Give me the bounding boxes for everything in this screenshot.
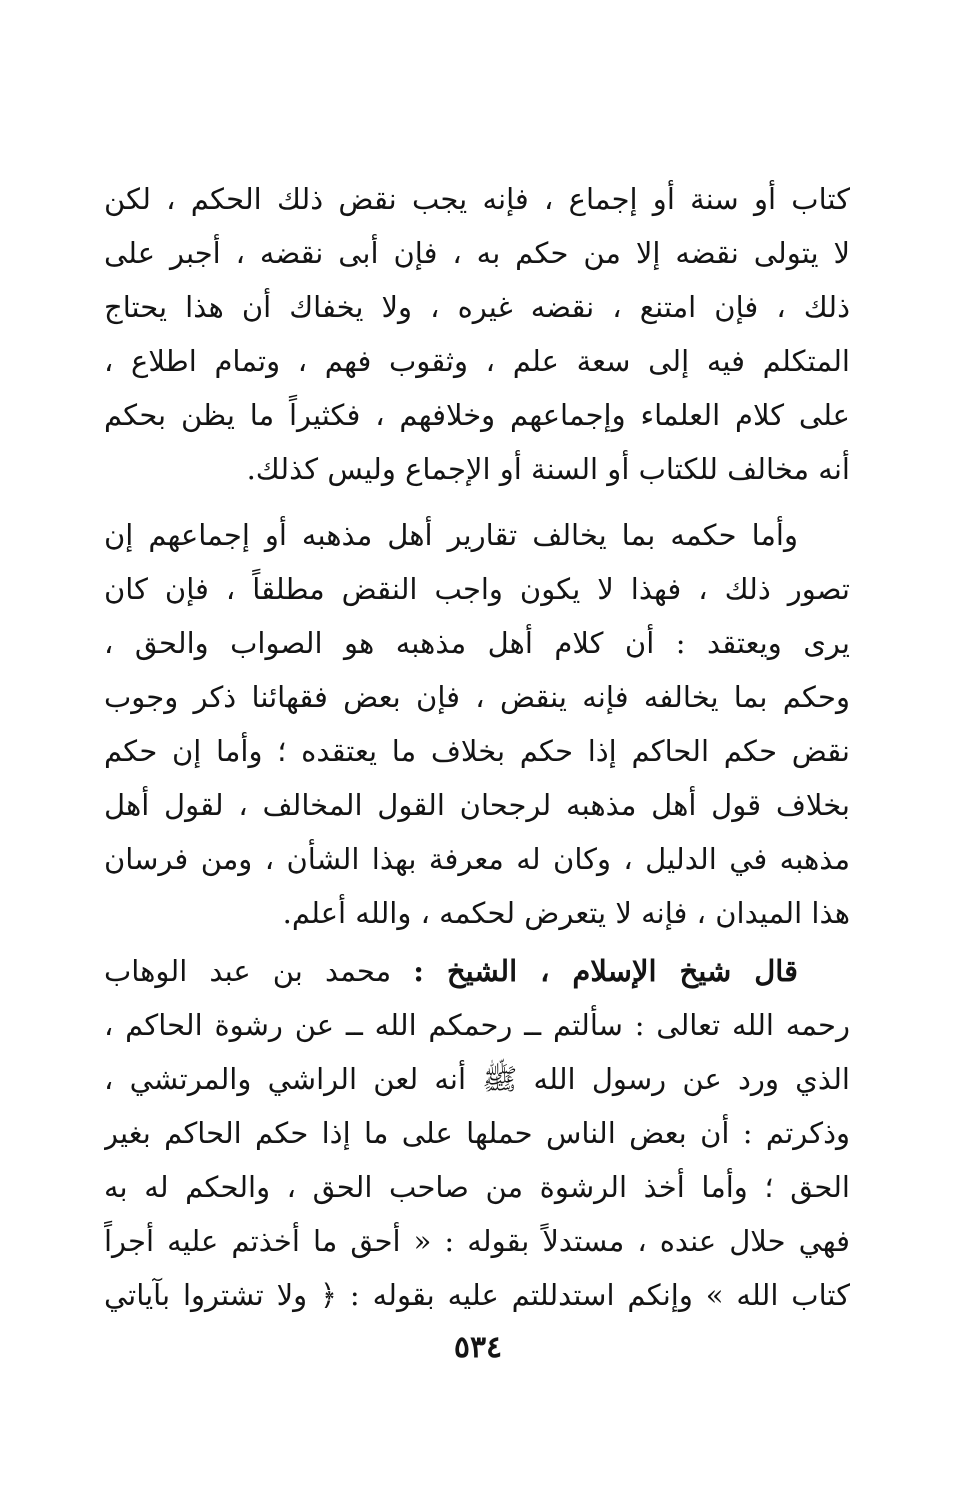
text-line: تصور ذلك ، فهذا لا يكون واجب النقض مطلقاً ، فإن كان [104, 572, 850, 606]
text-line: رحمه الله تعالى : سألتم ــ رحمكم الله ــ عن رشوة الحاكم ، [104, 1008, 850, 1042]
text-line: على كلام العلماء وإجماعهم وخلافهم ، فكثيراً ما يظن بحكم [104, 398, 850, 432]
text-line: نقض حكم الحاكم إذا حكم بخلاف ما يعتقده ؛ وأما إن حكم [104, 734, 850, 768]
paragraph-1 [104, 172, 850, 496]
text-line: أنه مخالف للكتاب أو السنة أو الإجماع وليس كذلك. [246, 452, 850, 486]
text-line: كتاب الله » وإنكم استدللتم عليه بقوله : ﴿ ولا تشتروا بآياتي [104, 1278, 850, 1312]
heading-line [104, 944, 850, 998]
text-line: فهي حلال عنده ، مستدلاً بقوله : « أحق ما أخذتم عليه أجراً [104, 1224, 850, 1258]
paragraph-3 [104, 944, 850, 1322]
text-line: يرى ويعتقد : أن كلام أهل مذهبه هو الصواب والحق ، [104, 626, 850, 660]
text-line: المتكلم فيه إلى سعة علم ، وثقوب فهم ، وتمام اطلاع ، [104, 344, 850, 378]
heading-rest-text: محمد بن عبد الوهاب [104, 954, 414, 988]
text-line: هذا الميدان ، فإنه لا يتعرض لحكمه ، والله أعلم. [282, 896, 850, 930]
page-number: ٥٣٤ [453, 1330, 503, 1365]
text-line: بخلاف قول أهل مذهبه لرجحان القول المخالف ، لقول أهل [104, 788, 850, 822]
text-line: ذلك ، فإن امتنع ، نقضه غيره ، ولا يخفاك أن هذا يحتاج [104, 290, 850, 324]
heading-bold-text: قال شيخ الإسلام ، الشيخ : [413, 954, 799, 988]
paragraph-2 [104, 508, 850, 940]
text-line: الحق ؛ وأما أخذ الرشوة من صاحب الحق ، والحكم له به [104, 1170, 850, 1204]
text-line: مذهبه في الدليل ، وكان له معرفة بهذا الشأن ، ومن فرسان [104, 842, 850, 876]
text-line: وحكم بما يخالفه فإنه ينقض ، فإن بعض فقهائنا ذكر وجوب [104, 680, 850, 714]
text-line: وذكرتم : أن بعض الناس حملها على ما إذا حكم الحاكم بغير [104, 1116, 850, 1150]
text-line: كتاب أو سنة أو إجماع ، فإنه يجب نقض ذلك الحكم ، لكن [104, 182, 850, 216]
text-line: الذي ورد عن رسول الله ﷺ أنه لعن الراشي والمرتشي ، [104, 1062, 850, 1096]
text-line: وأما حكمه بما يخالف تقارير أهل مذهبه أو إجماعهم إن [104, 518, 798, 552]
text-line: لا يتولى نقضه إلا من حكم به ، فإن أبى نقضه ، أجبر على [104, 236, 850, 270]
